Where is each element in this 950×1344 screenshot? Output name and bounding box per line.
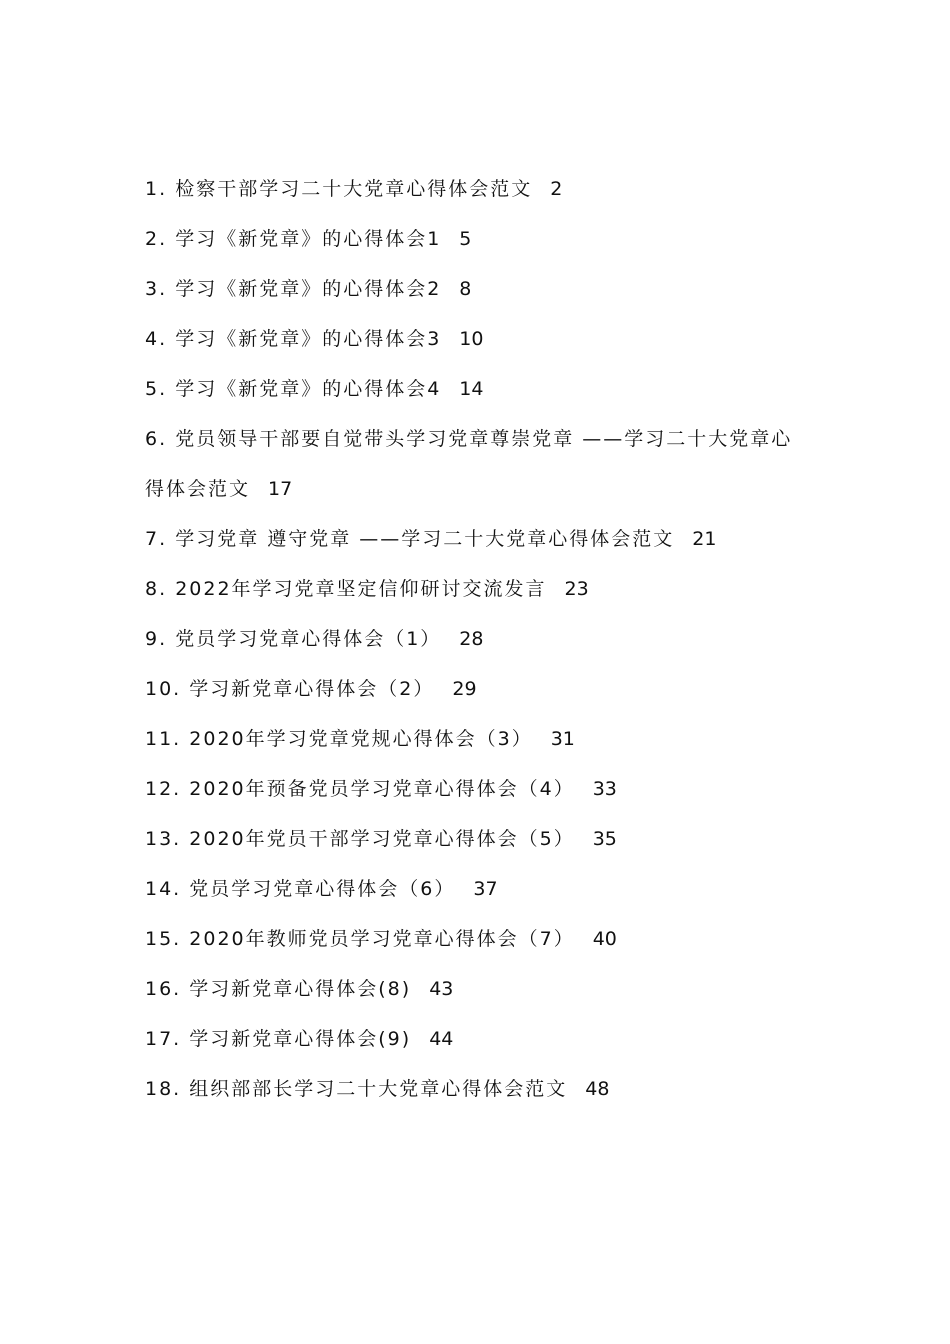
toc-entry-10[interactable]: [145, 664, 810, 714]
toc-entry-title: 学习《新党章》的心得体会3: [175, 328, 442, 350]
toc-entry-title: 学习新党章心得体会（2）: [189, 678, 435, 700]
toc-entry-number: 9.: [145, 628, 168, 650]
toc-entry-4[interactable]: [145, 314, 810, 364]
toc-entry-number: 14.: [145, 878, 182, 900]
toc-entry-title: 学习《新党章》的心得体会2: [175, 278, 442, 300]
toc-entry-number: 12.: [145, 778, 182, 800]
toc-entry-title: 2020年教师党员学习党章心得体会（7）: [189, 928, 575, 950]
toc-entry-9[interactable]: [145, 614, 810, 664]
toc-entry-title: 学习《新党章》的心得体会1: [175, 228, 442, 250]
toc-entry-number: 13.: [145, 828, 182, 850]
toc-entry-page: 33: [592, 778, 617, 800]
toc-entry-page: 48: [585, 1078, 610, 1100]
toc-entry-6[interactable]: [145, 414, 810, 514]
toc-entry-number: 8.: [145, 578, 168, 600]
toc-entry-page: 43: [429, 978, 454, 1000]
table-of-contents: [145, 164, 810, 1114]
toc-entry-page: 8: [459, 278, 472, 300]
toc-entry-number: 5.: [145, 378, 168, 400]
toc-entry-11[interactable]: [145, 714, 810, 764]
toc-entry-5[interactable]: [145, 364, 810, 414]
toc-entry-17[interactable]: [145, 1014, 810, 1064]
toc-entry-title: 党员领导干部要自觉带头学习党章尊崇党章 ——学习二十大党章心得体会范文: [145, 428, 793, 500]
toc-entry-15[interactable]: [145, 914, 810, 964]
toc-entry-title: 党员学习党章心得体会（6）: [189, 878, 456, 900]
toc-entry-title: 2020年预备党员学习党章心得体会（4）: [189, 778, 575, 800]
toc-entry-title: 2020年学习党章党规心得体会（3）: [189, 728, 533, 750]
toc-entry-page: 2: [550, 178, 563, 200]
toc-entry-number: 10.: [145, 678, 182, 700]
toc-entry-page: 35: [592, 828, 617, 850]
toc-entry-number: 3.: [145, 278, 168, 300]
toc-entry-page: 5: [459, 228, 472, 250]
toc-entry-page: 21: [692, 528, 717, 550]
toc-entry-page: 28: [459, 628, 484, 650]
toc-entry-title: 学习《新党章》的心得体会4: [175, 378, 442, 400]
toc-entry-title: 组织部部长学习二十大党章心得体会范文: [189, 1078, 568, 1100]
toc-entry-7[interactable]: [145, 514, 810, 564]
toc-entry-14[interactable]: [145, 864, 810, 914]
toc-entry-1[interactable]: [145, 164, 810, 214]
toc-entry-page: 40: [592, 928, 617, 950]
toc-entry-title: 学习新党章心得体会(9): [189, 1028, 412, 1050]
toc-entry-number: 4.: [145, 328, 168, 350]
toc-entry-16[interactable]: [145, 964, 810, 1014]
toc-entry-page: 29: [452, 678, 477, 700]
toc-entry-13[interactable]: [145, 814, 810, 864]
toc-entry-title: 学习党章 遵守党章 ——学习二十大党章心得体会范文: [175, 528, 675, 550]
toc-entry-page: 23: [564, 578, 589, 600]
toc-entry-title: 检察干部学习二十大党章心得体会范文: [175, 178, 533, 200]
toc-entry-3[interactable]: [145, 264, 810, 314]
toc-entry-8[interactable]: [145, 564, 810, 614]
toc-entry-number: 15.: [145, 928, 182, 950]
toc-entry-number: 16.: [145, 978, 182, 1000]
toc-entry-title: 2022年学习党章坚定信仰研讨交流发言: [175, 578, 547, 600]
toc-entry-title: 学习新党章心得体会(8): [189, 978, 412, 1000]
toc-entry-page: 44: [429, 1028, 454, 1050]
toc-entry-page: 31: [550, 728, 575, 750]
toc-entry-page: 10: [459, 328, 484, 350]
toc-entry-number: 1.: [145, 178, 168, 200]
toc-entry-number: 17.: [145, 1028, 182, 1050]
toc-entry-number: 6.: [145, 428, 168, 450]
toc-entry-number: 11.: [145, 728, 182, 750]
toc-entry-18[interactable]: [145, 1064, 810, 1114]
toc-entry-number: 7.: [145, 528, 168, 550]
toc-entry-page: 14: [459, 378, 484, 400]
toc-entry-title: 2020年党员干部学习党章心得体会（5）: [189, 828, 575, 850]
toc-entry-number: 2.: [145, 228, 168, 250]
toc-entry-2[interactable]: [145, 214, 810, 264]
toc-entry-12[interactable]: [145, 764, 810, 814]
toc-entry-title: 党员学习党章心得体会（1）: [175, 628, 442, 650]
toc-entry-page: 17: [268, 478, 293, 500]
toc-entry-number: 18.: [145, 1078, 182, 1100]
toc-entry-page: 37: [473, 878, 498, 900]
